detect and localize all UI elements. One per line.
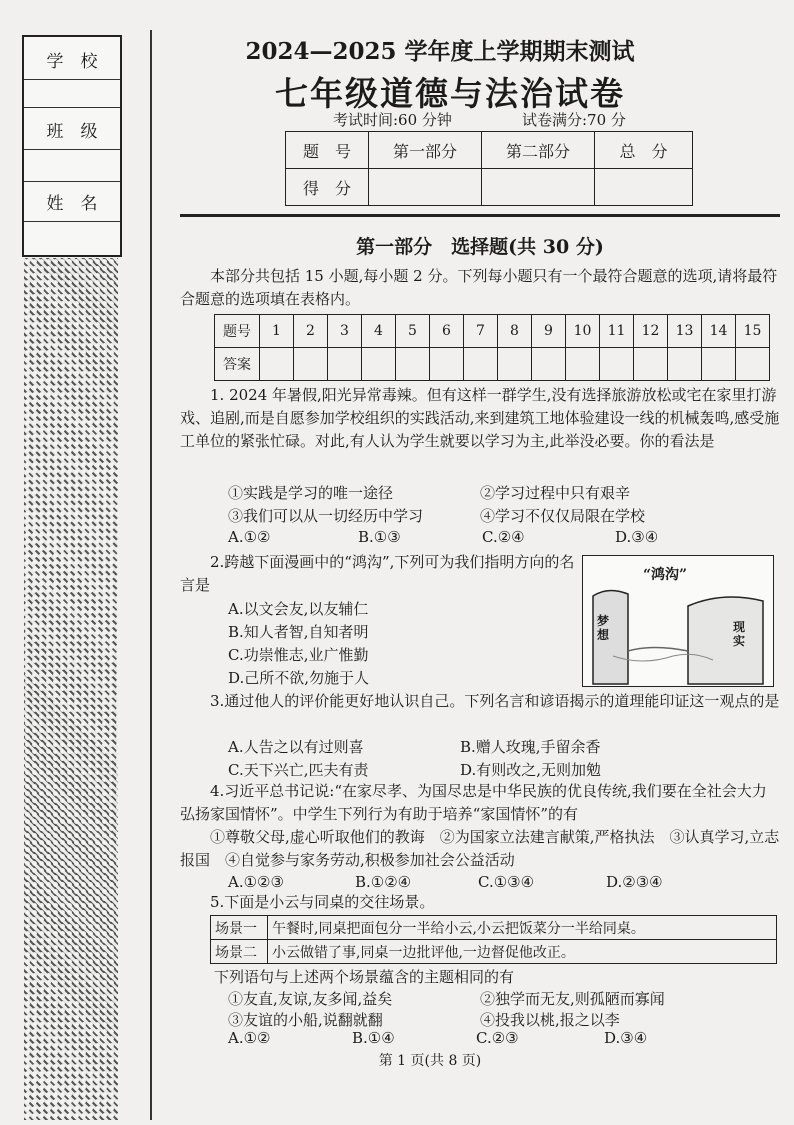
score-table-header: 第一部分 xyxy=(369,132,482,169)
q5-item: ③友谊的小船,说翻就翻 xyxy=(228,1011,383,1029)
answer-cell[interactable] xyxy=(498,348,532,381)
scene-text: 小云做错了事,同桌一边批评他,一边督促他改正。 xyxy=(268,940,777,964)
score-cell[interactable] xyxy=(595,169,693,206)
section-title: 第一部分 选择题(共 30 分) xyxy=(356,236,604,258)
comic-label-dream: 梦想 xyxy=(597,614,610,642)
school-label: 学 校 xyxy=(46,51,98,72)
q4-option-c: C.①③④ xyxy=(478,873,535,891)
q5-option-c: C.②③ xyxy=(476,1029,519,1047)
divider xyxy=(24,79,120,80)
question-number: 13 xyxy=(668,315,702,348)
q5-option-a: A.①② xyxy=(228,1029,271,1047)
decorative-binding-pattern xyxy=(24,258,118,1120)
q1-item: ①实践是学习的唯一途径 xyxy=(228,484,394,502)
q1-item: ④学习不仅仅局限在学校 xyxy=(480,507,646,525)
score-table-header: 总 分 xyxy=(595,132,693,169)
q1-option-a: A.①② xyxy=(228,528,271,546)
answer-cell[interactable] xyxy=(668,348,702,381)
section-intro: 本部分共包括 15 小题,每小题 2 分。下列每小题只有一个最符合题意的选项,请将最符合题意的选项填在表格内。 xyxy=(180,267,778,308)
q2-option-d: D.己所不欲,勿施于人 xyxy=(228,669,370,687)
comic-title: “鸿沟” xyxy=(643,567,688,583)
question-number: 7 xyxy=(464,315,498,348)
scene-text: 午餐时,同桌把面包分一半给小云,小云把饭菜分一半给同桌。 xyxy=(268,916,777,940)
score-row-label: 得 分 xyxy=(286,169,369,206)
score-table-header: 第二部分 xyxy=(482,132,595,169)
scene-table xyxy=(210,915,777,964)
q3-stem: 3.通过他人的评价能更好地认识自己。下列名言和谚语揭示的道理能印证这一观点的是 xyxy=(210,692,780,710)
exam-title: 2024—2025 学年度上学期期末测试 xyxy=(245,38,635,65)
answer-cell[interactable] xyxy=(464,348,498,381)
answer-cell[interactable] xyxy=(736,348,770,381)
q5-stem: 5.下面是小云与同桌的交往场景。 xyxy=(210,893,435,911)
question-number: 2 xyxy=(294,315,328,348)
paper-title: 七年级道德与法治试卷 xyxy=(275,74,625,113)
q1-item: ③我们可以从一切经历中学习 xyxy=(228,507,424,525)
q5-option-d: D.③④ xyxy=(604,1029,648,1047)
q1-stem: 1. 2024 年暑假,阳光异常毒辣。但有这样一群学生,没有选择旅游放松或宅在家里打游戏、追剧,而是自愿参加学校组织的实践活动,来到建筑工地体验建设一线的机械轰鸣,感受施工单位的紧张忙碌。对此,有人认为学生就要以学习为主,此举没必要。你的看法是 xyxy=(180,386,780,450)
comic-label-reality: 现实 xyxy=(733,620,746,648)
answer-cell[interactable] xyxy=(328,348,362,381)
answer-table-header-label: 题号 xyxy=(215,315,260,348)
answer-cell[interactable] xyxy=(566,348,600,381)
answer-cell[interactable] xyxy=(430,348,464,381)
divider xyxy=(24,149,120,150)
scene-label: 场景二 xyxy=(211,940,268,964)
question-number: 3 xyxy=(328,315,362,348)
divider xyxy=(24,107,120,108)
page-footer: 第 1 页(共 8 页) xyxy=(378,1053,482,1069)
scene-label: 场景一 xyxy=(211,916,268,940)
q5-item: ①友直,友谅,友多闻,益矣 xyxy=(228,990,393,1008)
q1-item: ②学习过程中只有艰辛 xyxy=(480,484,631,502)
q3-option-a: A.人告之以有过则喜 xyxy=(228,738,364,756)
answer-row-label: 答案 xyxy=(215,348,260,381)
score-cell[interactable] xyxy=(482,169,595,206)
q2-option-b: B.知人者智,自知者明 xyxy=(228,623,369,641)
question-number: 11 xyxy=(600,315,634,348)
answer-table xyxy=(214,314,770,381)
q3-option-b: B.赠人玫瑰,手留余香 xyxy=(460,738,601,756)
answer-cell[interactable] xyxy=(634,348,668,381)
question-number: 1 xyxy=(260,315,294,348)
score-cell[interactable] xyxy=(369,169,482,206)
q5-item: ④投我以桃,报之以李 xyxy=(480,1011,620,1029)
header-rule xyxy=(180,214,780,217)
answer-cell[interactable] xyxy=(294,348,328,381)
question-number: 6 xyxy=(430,315,464,348)
score-table-header: 题 号 xyxy=(286,132,369,169)
student-info-box xyxy=(22,35,122,257)
divider xyxy=(24,221,120,222)
binding-line xyxy=(150,30,152,1120)
question-number: 4 xyxy=(362,315,396,348)
question-number: 9 xyxy=(532,315,566,348)
q4-stem: 4.习近平总书记说:“在家尽孝、为国尽忠是中华民族的优良传统,我们要在全社会大力弘扬家国情怀”。中学生下列行为有助于培养“家国情怀”的有 xyxy=(180,782,767,823)
score-table xyxy=(285,131,693,206)
divider xyxy=(24,181,120,182)
q3-option-d: D.有则改之,无则加勉 xyxy=(460,761,602,779)
q5-item: ②独学而无友,则孤陋而寡闻 xyxy=(480,990,665,1008)
q3-option-c: C.天下兴亡,匹夫有责 xyxy=(228,761,369,779)
answer-cell[interactable] xyxy=(600,348,634,381)
q4-items: ①尊敬父母,虚心听取他们的教诲 ②为国家立法建言献策,严格执法 ③认真学习,立志报国 ④自觉参与家务劳动,积极参加社会公益活动 xyxy=(180,828,780,869)
cartoon-gap-comic xyxy=(582,555,774,687)
question-number: 15 xyxy=(736,315,770,348)
name-label: 姓 名 xyxy=(46,193,98,214)
answer-cell[interactable] xyxy=(396,348,430,381)
answer-cell[interactable] xyxy=(362,348,396,381)
q2-option-c: C.功崇惟志,业广惟勤 xyxy=(228,646,369,664)
class-label: 班 级 xyxy=(46,121,98,142)
q2-option-a: A.以文会友,以友辅仁 xyxy=(228,600,369,618)
exam-time: 考试时间:60 分钟 xyxy=(333,111,452,129)
q1-option-b: B.①③ xyxy=(358,528,401,546)
q1-option-d: D.③④ xyxy=(615,528,659,546)
question-number: 12 xyxy=(634,315,668,348)
answer-cell[interactable] xyxy=(260,348,294,381)
question-number: 5 xyxy=(396,315,430,348)
full-score: 试卷满分:70 分 xyxy=(522,111,626,129)
question-number: 14 xyxy=(702,315,736,348)
q2-stem: 2.跨越下面漫画中的“鸿沟”,下列可为我们指明方向的名言是 xyxy=(180,553,575,594)
question-number: 8 xyxy=(498,315,532,348)
q4-option-b: B.①②④ xyxy=(355,873,412,891)
answer-cell[interactable] xyxy=(702,348,736,381)
question-number: 10 xyxy=(566,315,600,348)
q1-option-c: C.②④ xyxy=(482,528,525,546)
q4-option-a: A.①②③ xyxy=(228,873,284,891)
q4-option-d: D.②③④ xyxy=(606,873,663,891)
answer-cell[interactable] xyxy=(532,348,566,381)
q5-question: 下列语句与上述两个场景蕴含的主题相同的有 xyxy=(214,968,515,986)
q5-option-b: B.①④ xyxy=(352,1029,395,1047)
